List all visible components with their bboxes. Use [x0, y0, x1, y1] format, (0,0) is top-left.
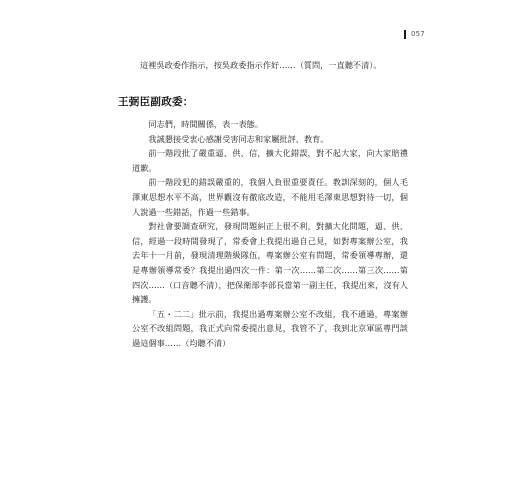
page-marker [404, 30, 406, 39]
speaker-heading: 王弼臣副政委： [118, 96, 194, 108]
paragraph: 「五・二二」批示前，我提出過專案辦公室不改組，我不通過，專案辦公室不改組問題，我正式向常委提出意見，我管不了，我到北京軍區專門談過這個事……（均聽不清） [132, 308, 408, 348]
paragraph: 同志們，時間關係，表一表態。 [148, 119, 264, 129]
speech-body [132, 117, 408, 351]
paragraph: 前一階段犯的錯誤嚴重的，我個人負很重要責任。教訓深刻的，個人毛澤東思想水平不高，世界觀沒有徹底改造，不能用毛澤東思想對待一切，個人說過一些錯話，作過一些錯事。 [132, 177, 408, 217]
paragraph: 前一階段批了嚴重逼、供、信，擴大化錯誤，對不起大家，向大家賠禮道歉。 [132, 148, 408, 173]
paragraph: 我誠懇接受衷心感謝受害同志和家屬批評、教育。 [148, 133, 329, 144]
intro-paragraph: 這裡吳政委作指示，按吳政委指示作好……（質問，一直聽不清）。 [140, 60, 382, 70]
page-header [404, 28, 425, 40]
paragraph: 對社會要調查研究，發現問題糾正上很不利，對擴大化問題，逼、供、信，經過一段時間發現了，常委會上我提出過自己見，如對專案辦公室，我去年十一月前，發現清理階級隊伍，專案辦公室有問題，常委領導專辦，還是專辦領導常委？我提出過四次一件：第一次……第二次……第三次……第四次……（口音聽不清），把保衛部李部長當第一副主任，我提出來，沒有人擁護。 [132, 221, 408, 305]
page-number: 057 [411, 30, 425, 38]
